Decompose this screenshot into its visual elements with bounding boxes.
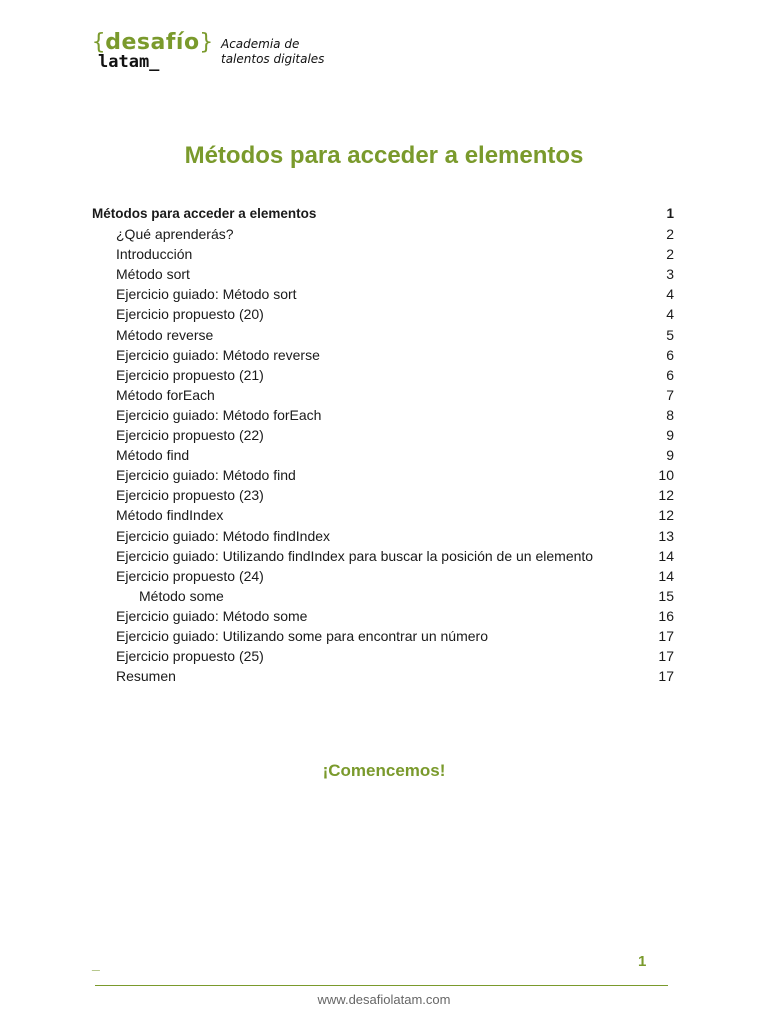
toc-entry[interactable] [92, 465, 674, 485]
toc-entry-label: Ejercicio propuesto (24) [116, 567, 264, 584]
toc-entry-label: Ejercicio guiado: Método some [116, 607, 308, 624]
toc-entry-label: Ejercicio propuesto (20) [116, 306, 264, 323]
toc-entry[interactable] [92, 264, 674, 284]
brand-sub: latam_ [98, 52, 160, 72]
toc-entry-page: 17 [658, 627, 674, 644]
toc-entry-label: Ejercicio propuesto (25) [116, 648, 264, 665]
toc-entry-page: 17 [658, 648, 674, 665]
toc-entry[interactable] [92, 546, 674, 566]
toc-entry[interactable] [92, 425, 674, 445]
toc-entry-label: Método reverse [116, 326, 214, 343]
toc-entry-label: Método some [139, 587, 224, 604]
toc-entry-page: 8 [666, 406, 674, 423]
toc-entry-page: 14 [658, 547, 674, 564]
toc-entry-page: 13 [658, 527, 674, 544]
toc-entry-page: 5 [666, 326, 674, 343]
toc-entry-page: 1 [666, 206, 674, 221]
toc-entry-page: 2 [666, 246, 674, 263]
page-number: 1 [638, 953, 647, 970]
toc-entry-page: 14 [658, 567, 674, 584]
brand-tagline [221, 37, 371, 67]
toc-entry[interactable] [92, 244, 674, 264]
toc-entry-label: Método findIndex [116, 507, 224, 524]
toc-entry-page: 12 [658, 507, 674, 524]
toc-entry-label: Ejercicio propuesto (23) [116, 487, 264, 504]
toc-entry-page: 4 [666, 306, 674, 323]
toc-entry-label: Ejercicio guiado: Método forEach [116, 406, 322, 423]
toc-entry-page: 6 [666, 346, 674, 363]
toc-entry-label: Ejercicio guiado: Utilizando findIndex para buscar la posición de un elemento [116, 547, 594, 564]
table-of-contents [92, 204, 674, 686]
toc-entry-label: Ejercicio guiado: Método reverse [116, 346, 320, 363]
brand-name: desafío [105, 30, 200, 55]
toc-entry[interactable] [92, 445, 674, 465]
toc-entry[interactable] [92, 566, 674, 586]
footer-divider [95, 985, 668, 986]
toc-entry-label: Ejercicio guiado: Método find [116, 467, 296, 484]
toc-entry-page: 12 [658, 487, 674, 504]
toc-entry[interactable] [92, 345, 674, 365]
open-brace: { [92, 30, 106, 55]
toc-entry-label: Resumen [116, 668, 176, 685]
footer-url: www.desafiolatam.com [317, 992, 451, 1007]
toc-entry-label: Ejercicio guiado: Método findIndex [116, 527, 331, 544]
toc-entry-label: Introducción [116, 246, 193, 263]
toc-entry-label: Método sort [116, 266, 190, 283]
toc-entry[interactable] [92, 526, 674, 546]
toc-entry-label: Ejercicio guiado: Método sort [116, 286, 297, 303]
toc-entry[interactable] [92, 405, 674, 425]
toc-entry[interactable] [92, 586, 674, 606]
toc-entry-page: 7 [666, 386, 674, 403]
toc-entry-page: 15 [658, 587, 674, 604]
toc-entry-label: Métodos para acceder a elementos [92, 206, 317, 221]
toc-entry-page: 10 [658, 467, 674, 484]
toc-entry[interactable] [92, 666, 674, 686]
toc-entry-label: Ejercicio propuesto (22) [116, 427, 264, 444]
toc-entry-page: 16 [658, 607, 674, 624]
footer-underscore: _ [92, 956, 100, 972]
toc-entry-page: 9 [666, 427, 674, 444]
toc-entry[interactable] [92, 224, 674, 244]
toc-entry[interactable] [92, 204, 674, 224]
toc-entry[interactable] [92, 626, 674, 646]
toc-entry-page: 3 [666, 266, 674, 283]
toc-entry-page: 17 [658, 668, 674, 685]
toc-entry-label: Ejercicio propuesto (21) [116, 366, 264, 383]
toc-entry[interactable] [92, 505, 674, 525]
tagline-line-2: talentos digitales [221, 52, 325, 66]
toc-entry[interactable] [92, 606, 674, 626]
toc-entry-page: 9 [666, 447, 674, 464]
toc-entry-page: 6 [666, 366, 674, 383]
tagline-line-1: Academia de [221, 37, 300, 51]
toc-entry[interactable] [92, 304, 674, 324]
toc-entry-label: ¿Qué aprenderás? [116, 226, 234, 243]
toc-entry[interactable] [92, 284, 674, 304]
toc-entry[interactable] [92, 385, 674, 405]
close-brace: } [199, 30, 213, 55]
page-title: Métodos para acceder a elementos [184, 142, 584, 169]
toc-entry-page: 4 [666, 286, 674, 303]
toc-entry[interactable] [92, 365, 674, 385]
toc-entry-label: Método forEach [116, 386, 215, 403]
toc-entry[interactable] [92, 485, 674, 505]
toc-entry-page: 2 [666, 226, 674, 243]
toc-entry[interactable] [92, 325, 674, 345]
toc-entry-label: Método find [116, 447, 190, 464]
toc-entry[interactable] [92, 646, 674, 666]
lets-go-heading: ¡Comencemos! [322, 761, 446, 780]
toc-entry-label: Ejercicio guiado: Utilizando some para encontrar un número [116, 627, 488, 644]
